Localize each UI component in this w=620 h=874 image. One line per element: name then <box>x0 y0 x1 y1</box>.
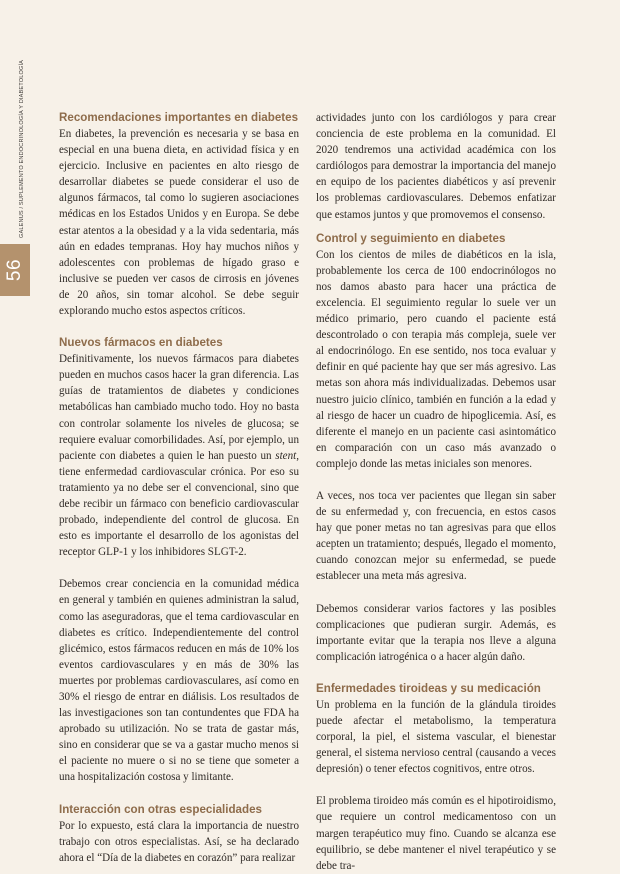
paragraph-conciencia: Debemos crear conciencia en la comunidad médica en general y también en quienes administran la salud, como las aseguradoras, que el tema cardiovascular en diabetes es crítico. Independientemente del control glicémico, estos fármacos reducen en más de 10% los eventos cardiovasculares y en más de 30% las muertes por problemas cardiovasculares, así como en 30% el riesgo de entrar en diálisis. Los resultados de las investigaciones son tan contundentes que FDA ha aprobado su utilización. No se trata de gastar más, sino en considerar que se va a gastar mucho menos si el paciente no muere o si no se tiene que someter a una hospitalización costosa y limitante. <box>59 578 299 784</box>
left-column <box>59 110 299 866</box>
paragraph-hipotiroidismo: El problema tiroideo más común es el hipotiroidismo, que requiere un control medicamentoso con un margen terapéutico muy fino. Cuando se alcanza ese equilibrio, se debe mantener el nivel terapéutico y se debe tra- <box>316 795 556 872</box>
paragraph-complicaciones: Debemos considerar varios factores y las posibles complicaciones que pudieran surgir. Además, es importante evitar que la terapia nos lleve a alguna complicación iatrogénica o a hacer algún daño. <box>316 602 556 663</box>
heading-tiroideas: Enfermedades tiroideas y su medicación <box>316 681 541 695</box>
heading-nuevos-farmacos: Nuevos fármacos en diabetes <box>59 336 223 350</box>
running-head: GALENUS / SUPLEMENTO ENDOCRINOLOGÍA Y DIABETOLOGÍA <box>19 59 25 238</box>
paragraph-cardiologos: actividades junto con los cardiólogos y para crear conciencia de este problema en la comunidad. El 2020 tendremos una actividad académica con los cardiólogos para demostrar la importancia del manejo en equipo de los pacientes diabéticos y así prevenir los problemas cardiovasculares. Debemos enfatizar que estamos juntos y que promovemos el consenso. <box>316 112 556 221</box>
heading-interaccion: Interacción con otras especialidades <box>59 802 262 816</box>
paragraph-prevencion: En diabetes, la prevención es necesaria y se basa en especial en una buena dieta, en actividad física y en ejercicio. Inclusive en pacientes en alto riesgo de desarrollar diabetes se puede considerar el uso de algunos fármacos, tal como lo sugieren asociaciones médicas en los Estados Unidos y en Europa. Se debe estar atentos a la obesidad y a la vida sedentaria, más aún en edades tempranas. Hoy hay muchos niños y adolescentes con problemas de hígado graso e inclusive se pueden ver casos de cirrosis en jóvenes de 20 años, sin tomar alcohol. Se debe seguir explorando mucho estos aspectos críticos. <box>59 128 299 318</box>
paragraph-interaccion: Por lo expuesto, está clara la importancia de nuestro trabajo con otros especialistas. Así, se ha declarado ahora el “Día de la diabetes en corazón” para realizar <box>59 819 299 864</box>
page-number: 56 <box>4 258 25 282</box>
paragraph-metas: A veces, nos toca ver pacientes que llegan sin saber de su enfermedad y, con frecuencia, en estos casos hay que poner metas no tan agresivas para que ellos acepten un tratamiento; después, llegado el momento, cuando conozcan mejor su enfermedad, se puede establecer una meta más agresiva. <box>316 489 556 583</box>
heading-control-seguimiento: Control y seguimiento en diabetes <box>316 231 506 245</box>
paragraph-nuevos-farmacos <box>59 351 299 560</box>
paragraph-control: Con los cientos de miles de diabéticos en la isla, probablemente los cerca de 100 endocrinólogos no nos damos abasto para hacer una práctica de excelencia. El seguimiento regular lo suele ver un médico primario, pero cuando el paciente está descontrolado o con terapia más compleja, suele ver al endocrinólogo. En ese sentido, nos toca evaluar y definir en qué paciente hay que ser más agresivo. Las metas son ahora más individualizadas. Debemos usar nuestro juicio clínico, también en función a la edad y al riesgo de hacer un cuadro de hipoglicemia. Así, es diferente el manejo en un paciente casi asintomático en comparación con un caso más avanzado o complejo donde las metas iniciales son menores. <box>316 248 556 470</box>
text-span: Definitivamente, los nuevos fármacos para diabetes pueden en muchos casos hacer la gran diferencia. Las guías de tratamientos de diabetes y condiciones metabólicas han cambiado mucho todo. Hoy no basta con controlar solamente los niveles de glucosa; se requiere evaluar comorbilidades. Así, por ejemplo, un paciente con diabetes a quien le han puesto un <box>59 353 299 462</box>
right-column <box>316 110 556 874</box>
heading-recomendaciones: Recomendaciones importantes en diabetes <box>59 111 299 124</box>
text-span: , tiene enfermedad cardiovascular crónica. Por eso su tratamiento ya no debe ser el convencional, sino que debe recibir un fármaco con beneficio cardiovascular probado, independiente del control de glucosa. En esto es importante el desarrollo de los agonistas del receptor GLP-1 y los inhibidores SLGT-2. <box>59 449 299 559</box>
stent-emphasis: stent <box>275 449 297 462</box>
paragraph-tiroides: Un problema en la función de la glándula tiroides puede afectar el metabolismo, la temperatura corporal, la piel, el sistema vascular, el bienestar general, el sistema nervioso central (causando a veces depresión) o tener efectos cognitivos, entre otros. <box>316 698 556 776</box>
